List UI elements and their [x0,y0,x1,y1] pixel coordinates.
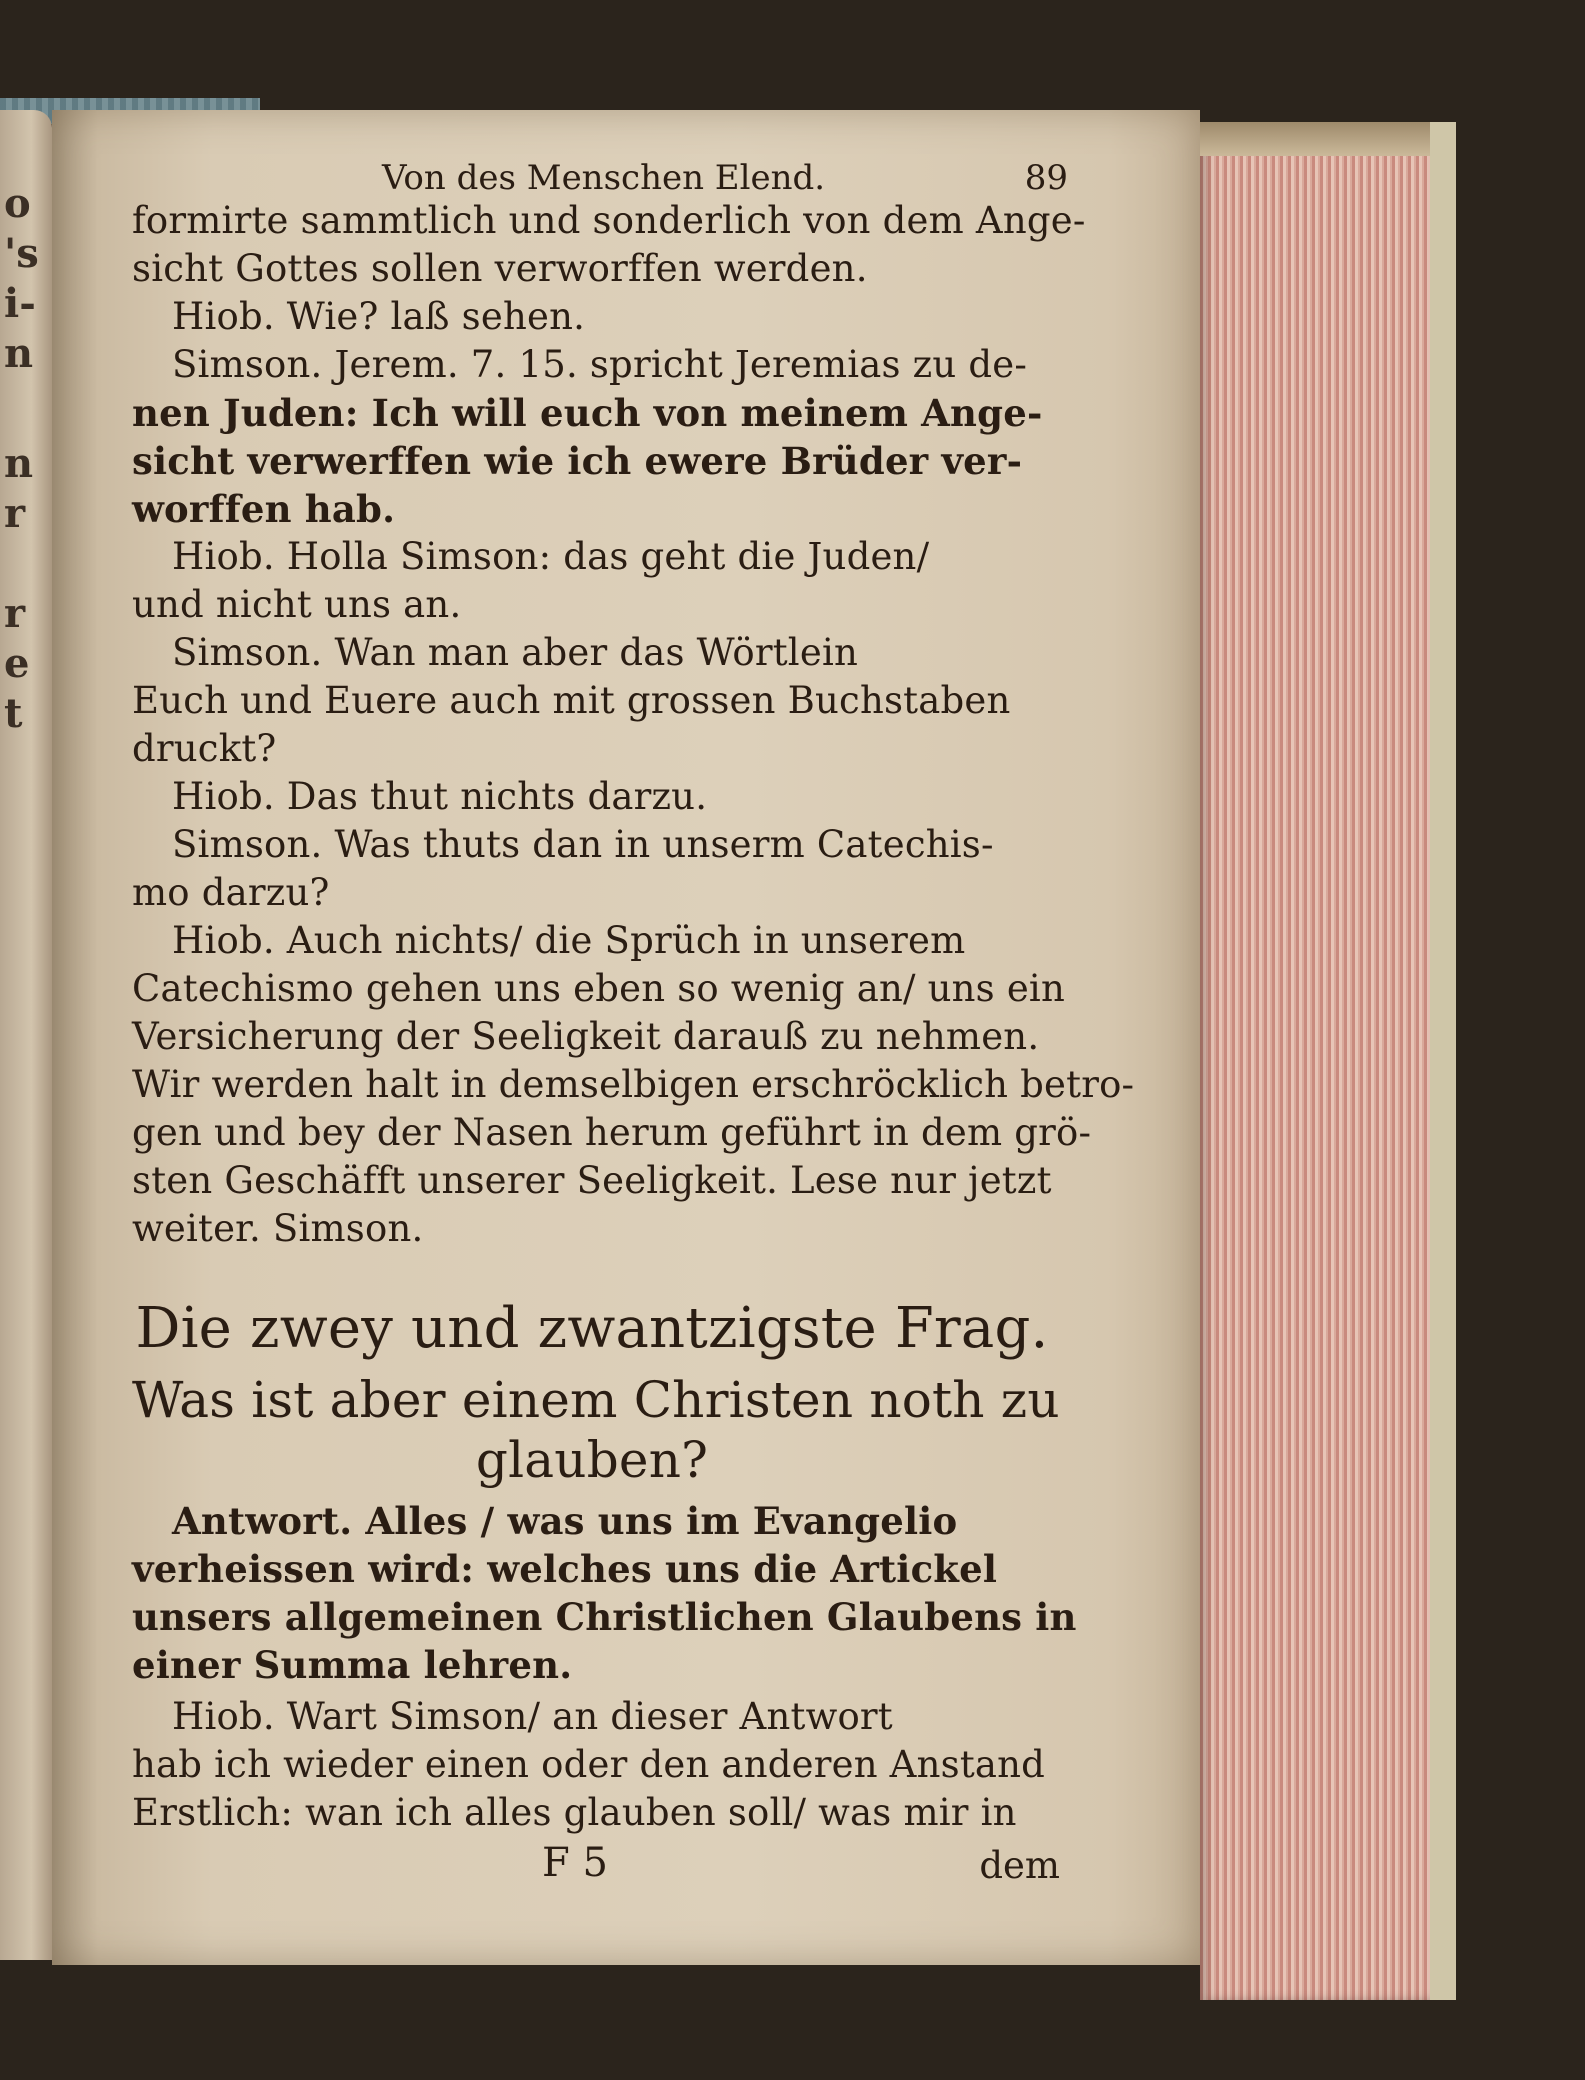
text-line: nen Juden: Ich will euch von meinem Ange- [132,391,1043,435]
text-line: Erstlich: wan ich alles glauben soll/ was mir in [132,1791,1017,1834]
text-line: mo darzu? [132,871,330,914]
text-line: Versicherung der Seeligkeit darauß zu nehmen. [132,1015,1040,1058]
catchword: dem [979,1844,1060,1887]
page-number: 89 [1024,158,1068,198]
text-line: Simson. Wan man aber das Wörtlein [172,631,859,674]
question-line: glauben? [475,1431,709,1489]
text-line: worffen hab. [132,487,396,531]
previous-page-edge: o 's i- n n r r e t [0,110,52,1960]
text-line: Hiob. Auch nichts/ die Sprüch in unserem [172,919,966,962]
page-edges [1200,122,1456,2000]
text-line: weiter. Simson. [132,1207,424,1250]
answer-line: Antwort. Alles / was uns im Evangelio [172,1499,958,1543]
text-line: hab ich wieder einen oder den anderen Anstand [132,1743,1046,1786]
text-line: Hiob. Wart Simson/ an dieser Antwort [172,1695,893,1738]
question-line: Was ist aber einem Christen noth zu [132,1371,1060,1429]
text-line: Catechismo gehen uns eben so wenig an/ uns ein [132,967,1065,1010]
section-heading: Die zwey und zwantzigste Frag. [135,1296,1049,1361]
text-line: Simson. Jerem. 7. 15. spricht Jeremias zu de- [172,343,1028,386]
text-line: und nicht uns an. [132,583,462,626]
text-line: gen und bey der Nasen herum geführt in dem grö- [132,1111,1092,1154]
text-line: formirte sammtlich und sonderlich von dem Ange- [132,199,1086,242]
signature-mark: F 5 [542,1840,608,1886]
running-header [132,158,1068,198]
answer-line: einer Summa lehren. [132,1643,573,1687]
text-line: sicht Gottes sollen verworffen werden. [132,247,868,290]
text-line: sten Geschäfft unserer Seeligkeit. Lese nur jetzt [132,1159,1052,1202]
text-line: druckt? [132,727,277,770]
text-line: Hiob. Holla Simson: das geht die Juden/ [172,535,930,578]
text-line: Wir werden halt in demselbigen erschröcklich betro- [132,1063,1135,1106]
text-line: Euch und Euere auch mit grossen Buchstaben [132,679,1011,722]
answer-line: unsers allgemeinen Christlichen Glaubens in [132,1595,1077,1639]
text-line: Hiob. Wie? laß sehen. [172,295,586,338]
text-line: Hiob. Das thut nichts darzu. [172,775,708,818]
text-line: sicht verwerffen wie ich ewere Brüder ver- [132,439,1023,483]
text-line: Simson. Was thuts dan in unserm Catechis- [172,823,994,866]
running-head: Von des Menschen Elend. [382,158,826,198]
answer-line: verheissen wird: welches uns die Artickel [132,1547,998,1591]
